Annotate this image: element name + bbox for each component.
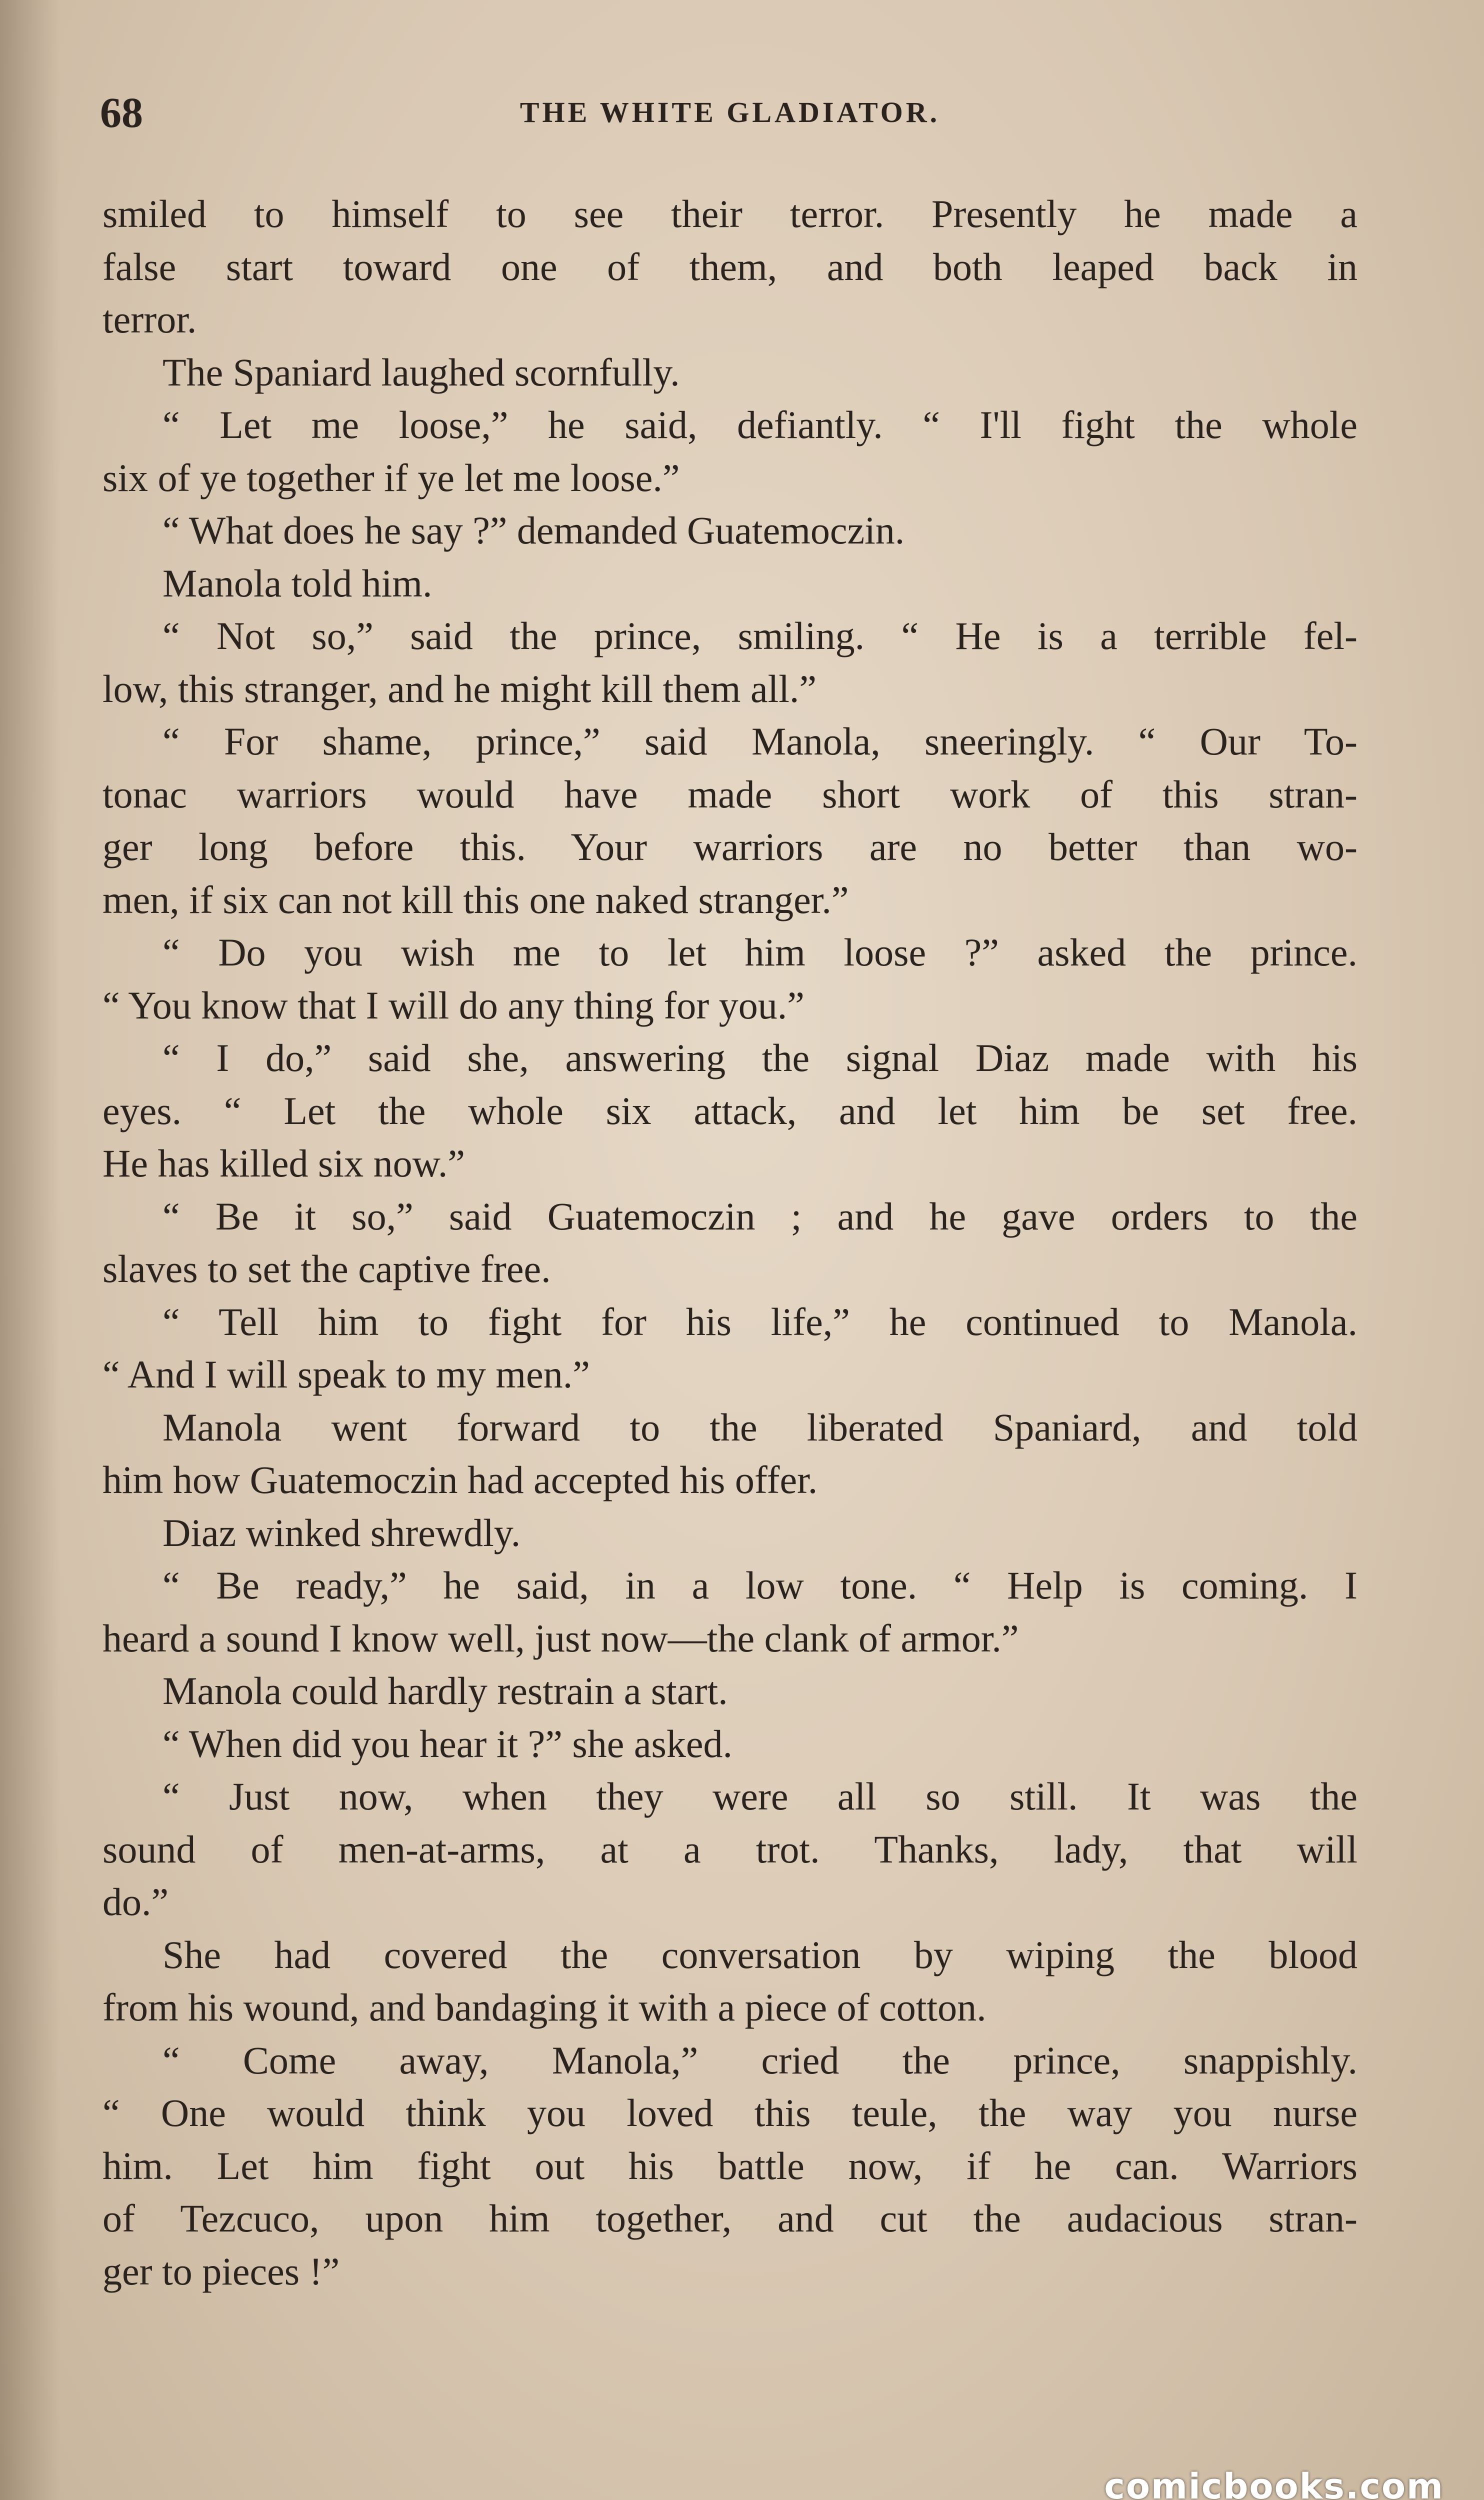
- text-line: tonac warriors would have made short work of this stran-: [102, 772, 1358, 816]
- text-line: “ Be it so,” said Guatemoczin ; and he gave orders to the: [162, 1194, 1358, 1238]
- body-text: [102, 188, 1358, 2298]
- text-line: six of ye together if ye let me loose.”: [102, 456, 680, 500]
- text-line: from his wound, and bandaging it with a piece of cotton.: [102, 1986, 986, 2029]
- text-line: “ Let me loose,” he said, defiantly. “ I'll fight the whole: [162, 403, 1358, 446]
- text-line: “ Tell him to fight for his life,” he continued to Manola.: [162, 1300, 1358, 1344]
- text-line: heard a sound I know well, just now—the clank of armor.”: [102, 1616, 1019, 1660]
- text-line: Manola could hardly restrain a start.: [162, 1669, 728, 1712]
- text-line: ger long before this. Your warriors are no better than wo-: [102, 825, 1358, 868]
- text-line: “ What does he say ?” demanded Guatemoczin.: [162, 508, 905, 552]
- text-line: false start toward one of them, and both leaped back in: [102, 244, 1358, 288]
- text-line: Manola went forward to the liberated Spaniard, and told: [162, 1405, 1358, 1449]
- text-line: do.”: [102, 1880, 169, 1924]
- watermark: comicbooks.com: [1104, 2466, 1444, 2500]
- running-head: THE WHITE GLADIATOR.: [520, 96, 940, 128]
- page-number: 68: [100, 88, 143, 136]
- text-line: low, this stranger, and he might kill them all.”: [102, 666, 817, 710]
- page-edge-shadow: [0, 0, 60, 2500]
- text-line: men, if six can not kill this one naked stranger.”: [102, 878, 849, 922]
- text-line: “ Be ready,” he said, in a low tone. “ Help is coming. I: [162, 1564, 1358, 1607]
- text-line: “ Come away, Manola,” cried the prince, snappishly.: [162, 2038, 1358, 2082]
- text-line: ger to pieces !”: [102, 2249, 340, 2293]
- text-line: “ And I will speak to my men.”: [102, 1352, 590, 1396]
- text-line: “ For shame, prince,” said Manola, sneeringly. “ Our To-: [162, 720, 1358, 763]
- page-header: [100, 85, 1360, 140]
- text-line: “ Just now, when they were all so still. It was the: [162, 1774, 1358, 1818]
- text-line: sound of men-at-arms, at a trot. Thanks, lady, that will: [102, 1827, 1358, 1871]
- text-line: “ You know that I will do any thing for you.”: [102, 983, 804, 1027]
- text-line: Manola told him.: [162, 561, 432, 605]
- text-line: He has killed six now.”: [102, 1142, 465, 1185]
- text-line: him. Let him fight out his battle now, if he can. Warriors: [102, 2144, 1358, 2188]
- text-line: “ Do you wish me to let him loose ?” asked the prince.: [162, 930, 1358, 974]
- text-line: “ One would think you loved this teule, the way you nurse: [102, 2091, 1358, 2134]
- text-line: slaves to set the captive free.: [102, 1247, 551, 1290]
- text-line: Diaz winked shrewdly.: [162, 1510, 521, 1554]
- text-line: eyes. “ Let the whole six attack, and let him be set free.: [102, 1088, 1358, 1132]
- text-line: of Tezcuco, upon him together, and cut the audacious stran-: [102, 2196, 1358, 2240]
- text-line: terror.: [102, 298, 197, 341]
- text-line: She had covered the conversation by wiping the blood: [162, 1932, 1358, 1976]
- text-line: The Spaniard laughed scornfully.: [162, 350, 680, 394]
- text-line: “ I do,” said she, answering the signal Diaz made with his: [162, 1036, 1358, 1080]
- text-line: “ When did you hear it ?” she asked.: [162, 1722, 732, 1766]
- text-line: “ Not so,” said the prince, smiling. “ He is a terrible fel-: [162, 614, 1358, 658]
- text-line: him how Guatemoczin had accepted his offer.: [102, 1458, 818, 1502]
- text-line: smiled to himself to see their terror. Presently he made a: [102, 192, 1358, 236]
